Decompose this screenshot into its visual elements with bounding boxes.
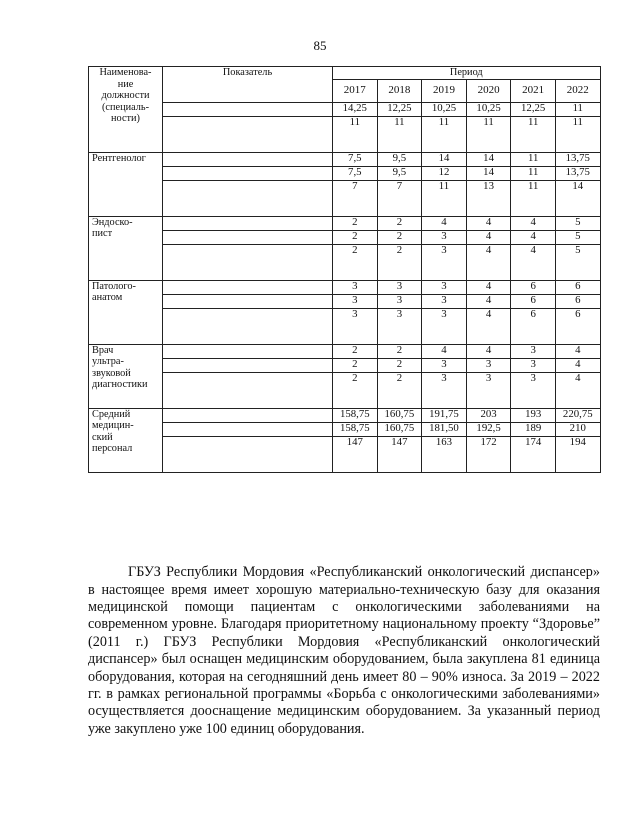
value-cell: 12	[422, 166, 467, 180]
value-cell: 158,75	[333, 408, 378, 422]
indicator-occupied	[163, 294, 333, 308]
indicator-persons	[163, 116, 333, 152]
value-cell: 189	[511, 422, 556, 436]
value-cell: 3	[422, 358, 467, 372]
value-cell: 3	[511, 344, 556, 358]
value-cell: 11	[511, 166, 556, 180]
value-cell: 2	[333, 244, 378, 280]
value-cell: 2	[333, 344, 378, 358]
value-cell: 3	[333, 294, 378, 308]
value-cell: 4	[466, 216, 511, 230]
value-cell: 7,5	[333, 152, 378, 166]
value-cell: 210	[555, 422, 600, 436]
value-cell: 3	[466, 358, 511, 372]
value-cell: 4	[466, 244, 511, 280]
value-cell: 6	[511, 280, 556, 294]
value-cell: 3	[511, 358, 556, 372]
value-cell: 14	[555, 180, 600, 216]
value-cell: 10,25	[422, 102, 467, 116]
value-cell: 13,75	[555, 166, 600, 180]
value-cell: 3	[333, 280, 378, 294]
value-cell: 7,5	[333, 166, 378, 180]
value-cell: 7	[377, 180, 422, 216]
table-row	[89, 244, 601, 280]
value-cell: 174	[511, 436, 556, 472]
table-row	[89, 102, 601, 116]
value-cell: 191,75	[422, 408, 467, 422]
indicator-persons	[163, 436, 333, 472]
table-row	[89, 408, 601, 422]
value-cell: 13	[466, 180, 511, 216]
value-cell: 2	[377, 244, 422, 280]
indicator-staff	[163, 408, 333, 422]
year-header: 2018	[377, 79, 422, 102]
value-cell: 12,25	[511, 102, 556, 116]
indicator-persons	[163, 180, 333, 216]
table-row	[89, 294, 601, 308]
value-cell: 4	[511, 230, 556, 244]
position-name: Средний медицин- ский персонал	[89, 408, 163, 472]
year-header: 2019	[422, 79, 467, 102]
period-column-header: Период	[333, 67, 601, 80]
value-cell: 11	[333, 116, 378, 152]
value-cell: 3	[422, 372, 467, 408]
value-cell: 2	[333, 372, 378, 408]
table-row	[89, 166, 601, 180]
value-cell: 11	[466, 116, 511, 152]
year-header: 2021	[511, 79, 556, 102]
value-cell: 5	[555, 230, 600, 244]
table-row	[89, 436, 601, 472]
value-cell: 9,5	[377, 166, 422, 180]
value-cell: 3	[377, 280, 422, 294]
value-cell: 194	[555, 436, 600, 472]
value-cell: 5	[555, 244, 600, 280]
value-cell: 6	[511, 308, 556, 344]
position-name: Врач ультра- звуковой диагностики	[89, 344, 163, 408]
value-cell: 10,25	[466, 102, 511, 116]
value-cell: 9,5	[377, 152, 422, 166]
value-cell: 2	[377, 230, 422, 244]
indicator-persons	[163, 308, 333, 344]
value-cell: 3	[422, 308, 467, 344]
position-name: Патолого- анатом	[89, 280, 163, 344]
table-row	[89, 308, 601, 344]
year-header: 2020	[466, 79, 511, 102]
value-cell: 2	[377, 344, 422, 358]
value-cell: 220,75	[555, 408, 600, 422]
value-cell: 4	[422, 216, 467, 230]
value-cell: 2	[333, 216, 378, 230]
table-row	[89, 230, 601, 244]
value-cell: 4	[466, 308, 511, 344]
value-cell: 3	[333, 308, 378, 344]
value-cell: 2	[377, 216, 422, 230]
value-cell: 158,75	[333, 422, 378, 436]
value-cell: 3	[466, 372, 511, 408]
value-cell: 2	[333, 358, 378, 372]
value-cell: 3	[422, 244, 467, 280]
page-number: 85	[313, 38, 327, 53]
value-cell: 192,5	[466, 422, 511, 436]
year-header: 2022	[555, 79, 600, 102]
value-cell: 11	[377, 116, 422, 152]
value-cell: 11	[511, 152, 556, 166]
value-cell: 6	[511, 294, 556, 308]
table-row	[89, 358, 601, 372]
value-cell: 2	[377, 372, 422, 408]
table-row	[89, 280, 601, 294]
indicator-staff	[163, 152, 333, 166]
value-cell: 4	[555, 344, 600, 358]
value-cell: 11	[422, 180, 467, 216]
indicator-persons	[163, 372, 333, 408]
indicator-occupied	[163, 166, 333, 180]
value-cell: 2	[333, 230, 378, 244]
value-cell: 3	[511, 372, 556, 408]
value-cell: 6	[555, 294, 600, 308]
position-column-header: Наименова- ние должности (специаль- ности)	[89, 67, 163, 153]
value-cell: 11	[555, 116, 600, 152]
value-cell: 14	[466, 152, 511, 166]
position-name: Эндоско- пист	[89, 216, 163, 280]
value-cell: 12,25	[377, 102, 422, 116]
value-cell: 13,75	[555, 152, 600, 166]
year-header: 2017	[333, 79, 378, 102]
value-cell: 203	[466, 408, 511, 422]
value-cell: 4	[511, 216, 556, 230]
value-cell: 3	[422, 230, 467, 244]
value-cell: 6	[555, 280, 600, 294]
value-cell: 193	[511, 408, 556, 422]
value-cell: 4	[466, 344, 511, 358]
indicator-occupied	[163, 358, 333, 372]
value-cell: 6	[555, 308, 600, 344]
value-cell: 11	[422, 116, 467, 152]
value-cell: 4	[511, 244, 556, 280]
table-row	[89, 116, 601, 152]
value-cell: 160,75	[377, 422, 422, 436]
value-cell: 4	[466, 294, 511, 308]
value-cell: 181,50	[422, 422, 467, 436]
table-row	[89, 216, 601, 230]
value-cell: 4	[555, 358, 600, 372]
table-row	[89, 344, 601, 358]
value-cell: 3	[377, 294, 422, 308]
value-cell: 14	[466, 166, 511, 180]
value-cell: 147	[333, 436, 378, 472]
value-cell: 4	[555, 372, 600, 408]
indicator-occupied	[163, 422, 333, 436]
value-cell: 160,75	[377, 408, 422, 422]
table-row	[89, 180, 601, 216]
value-cell: 3	[422, 280, 467, 294]
indicator-occupied	[163, 230, 333, 244]
value-cell: 172	[466, 436, 511, 472]
value-cell: 5	[555, 216, 600, 230]
value-cell: 3	[422, 294, 467, 308]
value-cell: 4	[466, 280, 511, 294]
value-cell: 7	[333, 180, 378, 216]
indicator-staff	[163, 344, 333, 358]
indicator-column-header: Показатель	[163, 67, 333, 103]
value-cell: 11	[511, 180, 556, 216]
table-header-row	[89, 67, 601, 80]
indicator-staff	[163, 216, 333, 230]
value-cell: 147	[377, 436, 422, 472]
staffing-table	[88, 66, 601, 473]
value-cell: 3	[377, 308, 422, 344]
value-cell: 2	[377, 358, 422, 372]
value-cell: 163	[422, 436, 467, 472]
value-cell: 11	[555, 102, 600, 116]
table-row	[89, 152, 601, 166]
position-name: Рентгенолог	[89, 152, 163, 216]
indicator-persons	[163, 244, 333, 280]
table-row	[89, 422, 601, 436]
value-cell: 4	[466, 230, 511, 244]
value-cell: 14,25	[333, 102, 378, 116]
table-row	[89, 372, 601, 408]
value-cell: 14	[422, 152, 467, 166]
indicator-occupied	[163, 102, 333, 116]
body-paragraph: ГБУЗ Республики Мордовия «Республиканский онкологический диспансер» в настоящее время имеет хорошую материально-техническую базу для оказания медицинской помощи пациентам с онкологическими заболеваниями на современном уровне. Благодаря приоритетному национальному проекту “Здоровье” (2011 г.) ГБУЗ Республики Мордовия «Республиканский онкологический диспансер» был оснащен медицинским оборудованием, была закуплена 81 единица оборудования, которая на сегодняшний день имеет 80 – 90% износа. За 2019 – 2022 гг. в рамках региональной программы «Борьба с онкологическими заболеваниями» осуществляется дооснащение медицинским оборудованием. За указанный период уже закуплено уже 100 единиц оборудования.	[88, 564, 600, 737]
value-cell: 11	[511, 116, 556, 152]
value-cell: 4	[422, 344, 467, 358]
indicator-staff	[163, 280, 333, 294]
